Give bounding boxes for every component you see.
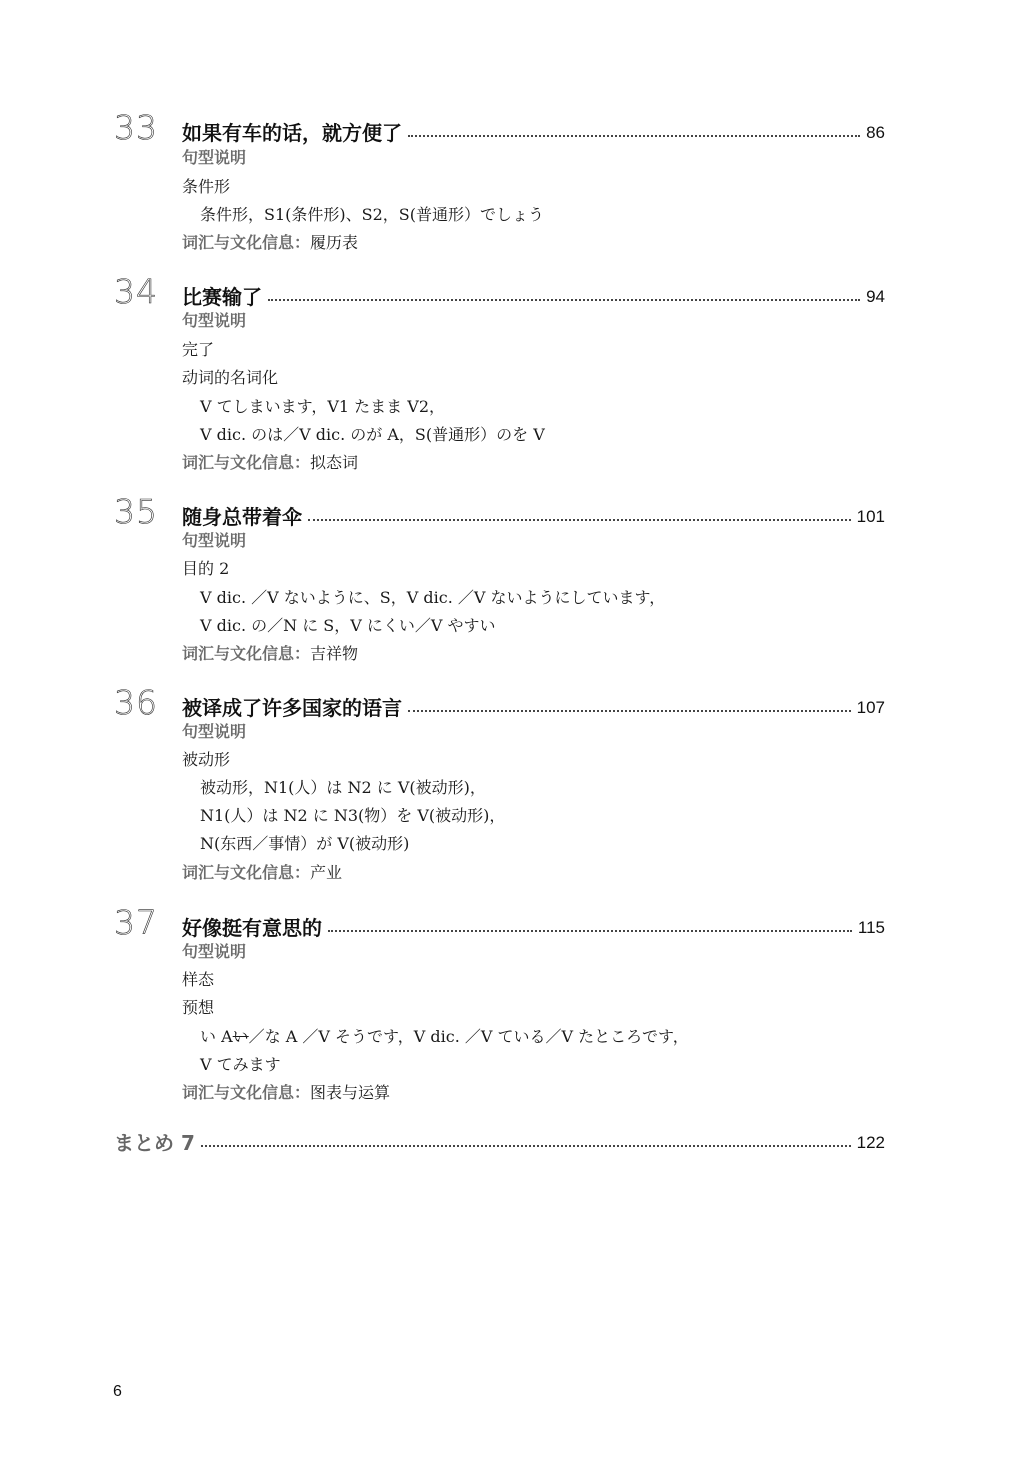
struck-ending: い — [232, 1027, 249, 1046]
grammar-line: 预想 — [182, 998, 215, 1017]
grammar-detail: V てしまいます，V1 たまま V2， — [200, 397, 446, 416]
lesson-title-row[interactable] — [182, 502, 885, 528]
lesson-title-row[interactable] — [182, 118, 885, 144]
grammar-line: 条件形 — [182, 177, 231, 196]
page-number: 107 — [856, 698, 885, 717]
adjective-prefix: い A — [200, 1027, 233, 1046]
page-number: 122 — [856, 1133, 885, 1152]
grammar-detail: 被动形，N1(人）は N2 に V(被动形)， — [200, 778, 486, 797]
grammar-detail: V てみます — [200, 1055, 281, 1074]
grammar-detail: V dic. の／N に S，V にくい／V やすい — [200, 616, 496, 635]
lesson-number: 33 — [114, 108, 158, 147]
leader-dots — [268, 298, 860, 301]
vocab-value: 产业 — [310, 863, 343, 882]
vocab-label: 词汇与文化信息： — [182, 453, 311, 472]
vocab-culture-line — [182, 862, 342, 884]
pattern-label: 句型说明 — [182, 942, 247, 961]
vocab-value: 拟态词 — [310, 453, 359, 472]
lesson-title: 比赛输了 — [182, 285, 262, 309]
grammar-line: 目的 2 — [182, 559, 230, 578]
leader-dots — [308, 518, 851, 521]
vocab-label: 词汇与文化信息： — [182, 644, 311, 663]
leader-dots — [408, 709, 851, 712]
grammar-detail: 条件形，S1(条件形)、S2，S(普通形）でしょう — [200, 205, 544, 224]
lesson-title: 好像挺有意思的 — [182, 916, 322, 940]
vocab-label: 词汇与文化信息： — [182, 863, 311, 882]
vocab-label: 词汇与文化信息： — [182, 1083, 311, 1102]
pattern-label: 句型说明 — [182, 531, 247, 550]
summary-title: まとめ 7 — [114, 1131, 195, 1155]
vocab-culture-line — [182, 452, 358, 474]
vocab-culture-line — [182, 1082, 390, 1104]
lesson-title: 被译成了许多国家的语言 — [182, 696, 402, 720]
vocab-culture-line — [182, 232, 358, 254]
grammar-detail: N(东西／事情）が V(被动形) — [200, 834, 410, 853]
leader-dots — [408, 134, 860, 137]
leader-dots — [201, 1144, 851, 1147]
vocab-value: 图表与运算 — [310, 1083, 391, 1102]
lesson-title-row[interactable] — [182, 693, 885, 719]
page-number: 94 — [866, 287, 885, 306]
page-number: 115 — [857, 918, 885, 937]
vocab-label: 词汇与文化信息： — [182, 233, 311, 252]
vocab-value: 履历表 — [310, 233, 359, 252]
lesson-title: 随身总带着伞 — [182, 505, 302, 529]
lesson-number: 35 — [114, 492, 158, 531]
lesson-title-row[interactable] — [182, 282, 885, 308]
page-number: 86 — [866, 123, 885, 142]
lesson-number: 36 — [114, 683, 158, 722]
grammar-line: 样态 — [182, 970, 215, 989]
vocab-culture-line — [182, 643, 358, 665]
summary-row[interactable] — [114, 1128, 885, 1154]
grammar-line: 动词的名词化 — [182, 368, 279, 387]
grammar-line: 完了 — [182, 340, 215, 359]
grammar-detail — [200, 1026, 689, 1048]
leader-dots — [328, 929, 852, 932]
lesson-title-row[interactable] — [182, 913, 885, 939]
page-number: 101 — [856, 507, 885, 526]
lesson-number: 37 — [114, 903, 158, 942]
grammar-detail: N1(人）は N2 に N3(物）を V(被动形)， — [200, 806, 506, 825]
page-folio: 6 — [113, 1383, 122, 1400]
lesson-title: 如果有车的话，就方便了 — [182, 121, 402, 145]
lesson-number: 34 — [114, 272, 158, 311]
pattern-label: 句型说明 — [182, 722, 247, 741]
grammar-detail: V dic. ／V ないように、S，V dic. ／V ないようにしています， — [200, 588, 666, 607]
grammar-line: 被动形 — [182, 750, 231, 769]
vocab-value: 吉祥物 — [310, 644, 359, 663]
pattern-label: 句型说明 — [182, 148, 247, 167]
grammar-rest: ／な A ／V そうです，V dic. ／V ている／V たところです， — [248, 1027, 689, 1046]
pattern-label: 句型说明 — [182, 311, 247, 330]
grammar-detail: V dic. のは／V dic. のが A，S(普通形）のを V — [200, 425, 545, 444]
